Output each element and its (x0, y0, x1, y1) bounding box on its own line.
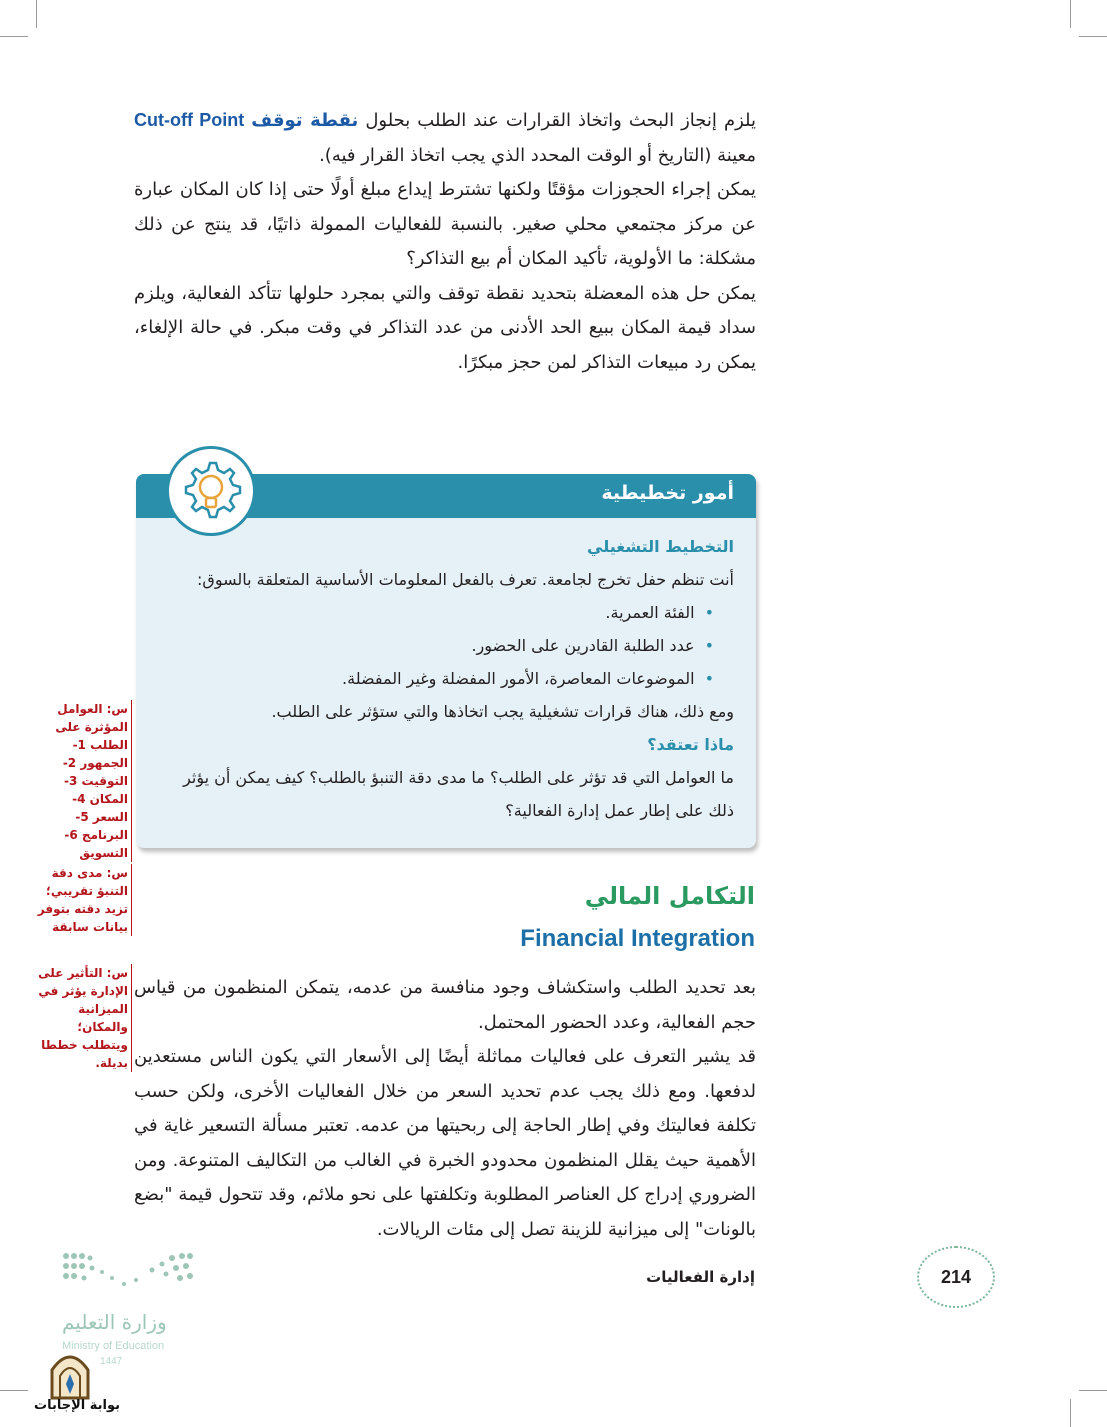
intro-text (134, 103, 756, 380)
crop-mark (36, 0, 37, 28)
question-text: ما العوامل التي قد تؤثر على الطلب؟ ما مدى دقة التنبؤ بالطلب؟ كيف يمكن أن يؤثر ذلك على إطار عمل إدارة الفعالية؟ (183, 768, 734, 820)
planning-box-title: أمور تخطيطية (601, 482, 734, 504)
section-paragraph-2: قد يشير التعرف على فعاليات مماثلة أيضًا إلى الأسعار التي يكون الناس مستعدين لدفعها. ومع ذلك يجب عدم تحديد السعر من خلال الفعاليات الأخرى، ولكن حسب تكلفة فعاليتك وفي إطار الحاجة إلى ربحيتها من عدمه. تعتبر مسألة التسعير غاية في الأهمية حيث يقلل المنظمون محدودو الخبرة في الغالب من التكاليف المتنوعة. ومن الضروري إدراج كل العناصر المطلوبة وتكلفتها على نحو ملائم، وقد تتحول قيمة "بضع بالونات" إلى ميزانية للزينة تصل إلى مئات الريالات. (134, 1046, 756, 1240)
intro-paragraph-3: يمكن حل هذه المعضلة بتحديد نقطة توقف والتي بمجرد حلولها تتأكد الفعالية، ويلزم سداد قيمة المكان ببيع الحد الأدنى من عدد التذاكر في وقت مبكر. في حالة الإلغاء، يمكن رد مبيعات التذاكر لمن حجز مبكرًا. (134, 282, 756, 373)
list-item: • عدد الطلبة القادرين على الحضور. (176, 629, 714, 662)
ministry-name-english: Ministry of Education (62, 1340, 165, 1352)
margin-note: س: العوامل المؤثرة على الطلب 1-الجمهور 2-التوقيت 3-المكان 4-السعر 5-البرنامج 6-التسويق (38, 700, 132, 862)
planning-after: ومع ذلك، هناك قرارات تشغيلية يجب اتخاذها والتي ستؤثر على الطلب. (271, 702, 734, 721)
intro-paragraph-2: يمكن إجراء الحجوزات مؤقتًا ولكنها تشترط إيداع مبلغ أولًا حتى إذا كان المكان عبارة عن مركز مجتمعي محلي صغير. بالنسبة للفعاليات الممولة ذاتيًا، قد ينتج عن ذلك مشكلة: ما الأولوية، تأكيد المكان أم بيع التذاكر؟ (134, 179, 756, 269)
term-english: Cut-off Point (134, 110, 245, 130)
margin-note: س: مدى دقة التنبؤ تقريبي؛ تزيد دقته بتوفر بيانات سابقة (34, 864, 132, 936)
section-text (134, 971, 756, 1247)
section-title-arabic: التكامل المالي (584, 882, 755, 910)
section-title-english: Financial Integration (520, 925, 755, 952)
crop-mark (1079, 1390, 1107, 1391)
crop-mark (1070, 1399, 1071, 1427)
ministry-name-arabic: وزارة التعليم (62, 1310, 167, 1334)
intro-paragraph-1: يلزم إنجاز البحث واتخاذ القرارات عند الطلب بحلول نقطة توقف Cut-off Point معينة (التاريخ أو الوقت المحدد الذي يجب اتخاذ القرار فيه). (134, 110, 756, 166)
crop-mark (1070, 0, 1071, 28)
crop-mark (0, 36, 28, 37)
gear-lightbulb-icon (166, 446, 256, 536)
planning-lead: أنت تنظم حفل تخرج لجامعة. تعرف بالفعل المعلومات الأساسية المتعلقة بالسوق: (197, 570, 734, 589)
list-item: • الموضوعات المعاصرة، الأمور المفضلة وغير المفضلة. (176, 662, 714, 695)
portal-logo-icon (46, 1348, 94, 1400)
planning-box-body (176, 530, 734, 827)
page-number: 214 (917, 1246, 995, 1308)
crop-mark (0, 1390, 28, 1391)
ministry-year: 1447 (100, 1356, 123, 1367)
term-arabic: نقطة توقف (251, 110, 359, 131)
question-heading: ماذا تعتقد؟ (647, 735, 734, 754)
ministry-dots-icon (62, 1250, 196, 1294)
margin-note: س: التأثير على الإدارة يؤثر في الميزانية والمكان؛ ويتطلب خططا بديلة. (34, 964, 132, 1072)
planning-bullets (176, 596, 734, 695)
crop-mark (1079, 36, 1107, 37)
portal-name: بوابة الإجابات (34, 1398, 120, 1413)
section-paragraph-1: بعد تحديد الطلب واستكشاف وجود منافسة من عدمه، يتمكن المنظمون من قياس حجم الفعالية، وعدد الحضور المحتمل. (134, 977, 756, 1033)
planning-subtitle: التخطيط التشغيلي (587, 537, 734, 556)
book-title: إدارة الفعاليات (646, 1268, 755, 1286)
list-item: • الفئة العمرية. (176, 596, 714, 629)
